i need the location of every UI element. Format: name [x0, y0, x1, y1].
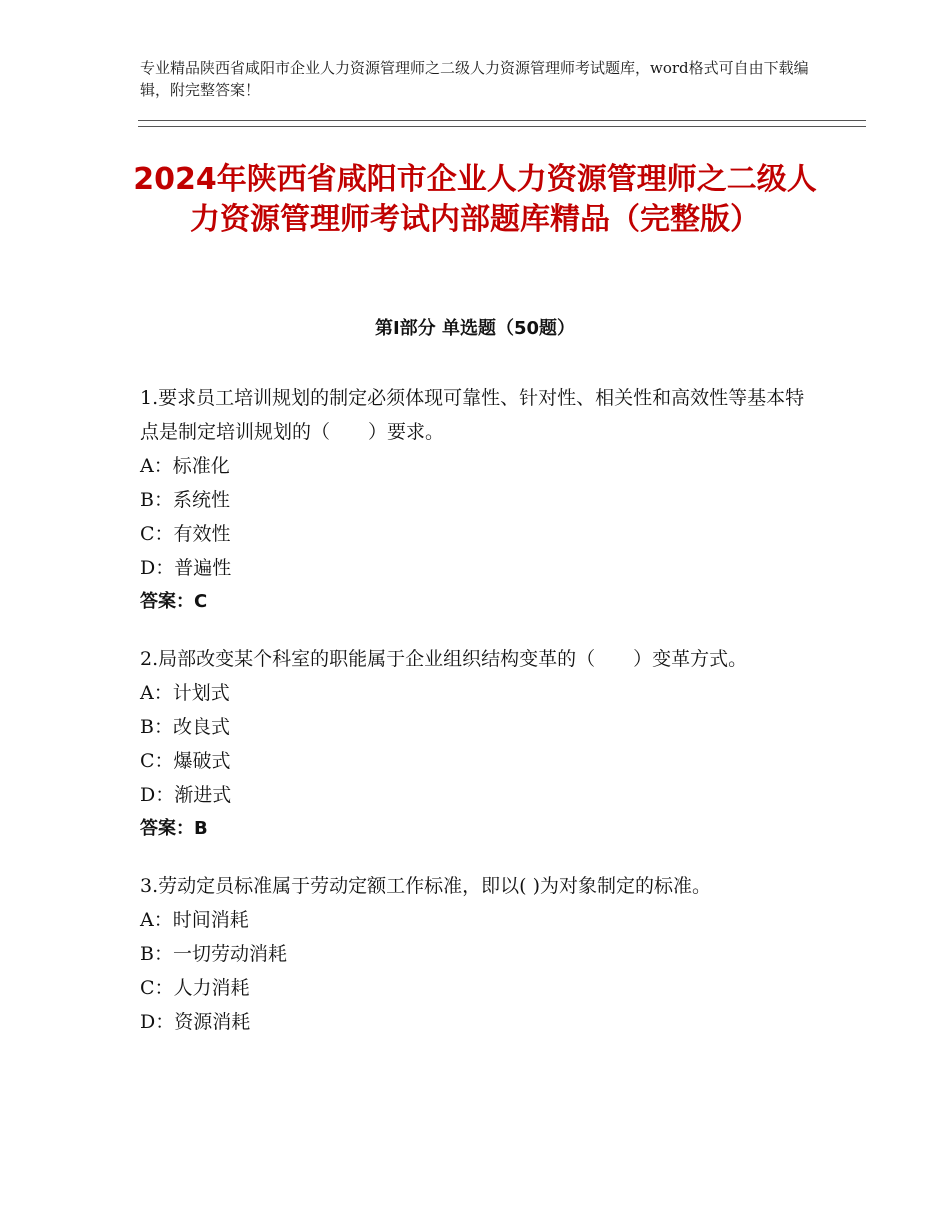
option-c: C：有效性	[140, 523, 231, 545]
answer: 答案：B	[140, 818, 208, 839]
document-title: 2024年陕西省咸阳市企业人力资源管理师之二级人力资源管理师考试内部题库精品（完整版）	[133, 162, 817, 237]
question-3	[140, 869, 810, 1039]
question-stem: 2.局部改变某个科室的职能属于企业组织结构变革的（ ）变革方式。	[140, 648, 748, 670]
question-list	[140, 381, 810, 1062]
option-d: D：资源消耗	[140, 1011, 251, 1033]
option-a: A：标准化	[140, 455, 230, 477]
option-b: B：一切劳动消耗	[140, 943, 287, 965]
header-rule	[138, 120, 866, 127]
option-c: C：人力消耗	[140, 977, 250, 999]
option-d: D：普遍性	[140, 557, 232, 579]
option-d: D：渐进式	[140, 784, 232, 806]
question-stem: 3.劳动定员标准属于劳动定额工作标准，即以( )为对象制定的标准。	[140, 875, 711, 897]
answer: 答案：C	[140, 591, 208, 612]
question-1	[140, 381, 810, 619]
section-title: 第Ⅰ部分 单选题（50题）	[374, 318, 575, 339]
option-a: A：计划式	[140, 682, 230, 704]
option-b: B：改良式	[140, 716, 230, 738]
option-b: B：系统性	[140, 489, 230, 511]
question-2	[140, 642, 810, 846]
option-c: C：爆破式	[140, 750, 231, 772]
option-a: A：时间消耗	[140, 909, 249, 931]
question-stem: 1.要求员工培训规划的制定必须体现可靠性、针对性、相关性和高效性等基本特点是制定培训规划的（ ）要求。	[140, 387, 805, 443]
header-note: 专业精品陕西省咸阳市企业人力资源管理师之二级人力资源管理师考试题库，word格式可自由下载编辑，附完整答案！	[140, 59, 809, 99]
